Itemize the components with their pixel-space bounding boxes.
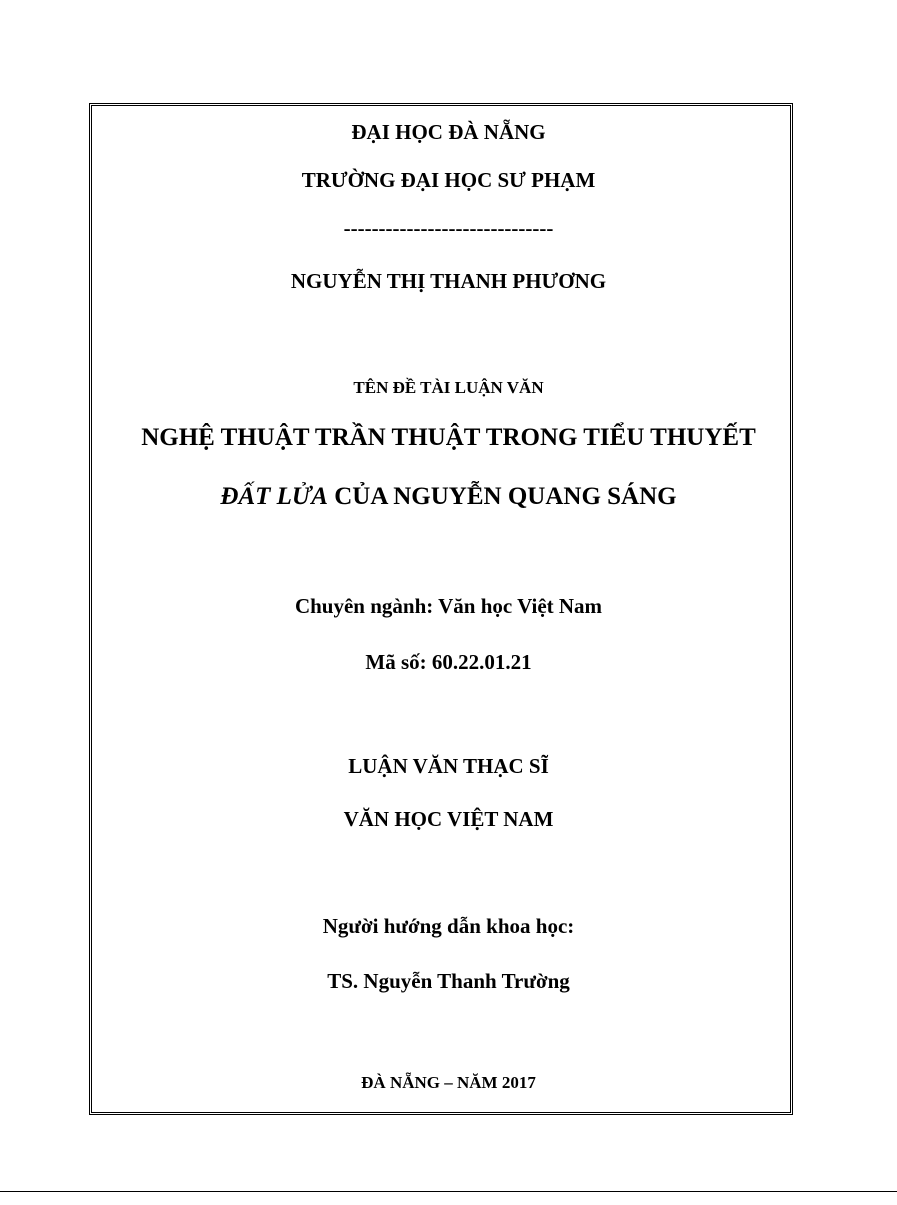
page-bottom-rule	[0, 1191, 897, 1192]
university-name: ĐẠI HỌC ĐÀ NẴNG	[351, 120, 546, 144]
thesis-title-line-1: NGHỆ THUẬT TRẦN THUẬT TRONG TIỂU THUYẾT	[141, 424, 756, 451]
major-text: Chuyên ngành: Văn học Việt Nam	[294, 594, 603, 618]
thesis-title-line-2-rest: CỦA NGUYỄN QUANG SÁNG	[327, 483, 677, 510]
code-text: Mã số: 60.22.01.21	[365, 650, 532, 674]
field-text: VĂN HỌC VIỆT NAM	[343, 807, 554, 831]
place-year: ĐÀ NẴNG – NĂM 2017	[361, 1073, 536, 1092]
advisor-label: Người hướng dẫn khoa học:	[322, 914, 575, 938]
thesis-title-line-2	[0, 483, 897, 511]
novel-title: ĐẤT LỬA	[220, 483, 328, 510]
separator-line: ------------------------------	[343, 216, 554, 240]
school-name: TRƯỜNG ĐẠI HỌC SƯ PHẠM	[301, 168, 596, 192]
advisor-name: TS. Nguyễn Thanh Trường	[327, 969, 570, 993]
degree-text: LUẬN VĂN THẠC SĨ	[348, 754, 549, 778]
topic-label: TÊN ĐỀ TÀI LUẬN VĂN	[353, 378, 544, 397]
author-name: NGUYỄN THỊ THANH PHƯƠNG	[290, 269, 607, 293]
